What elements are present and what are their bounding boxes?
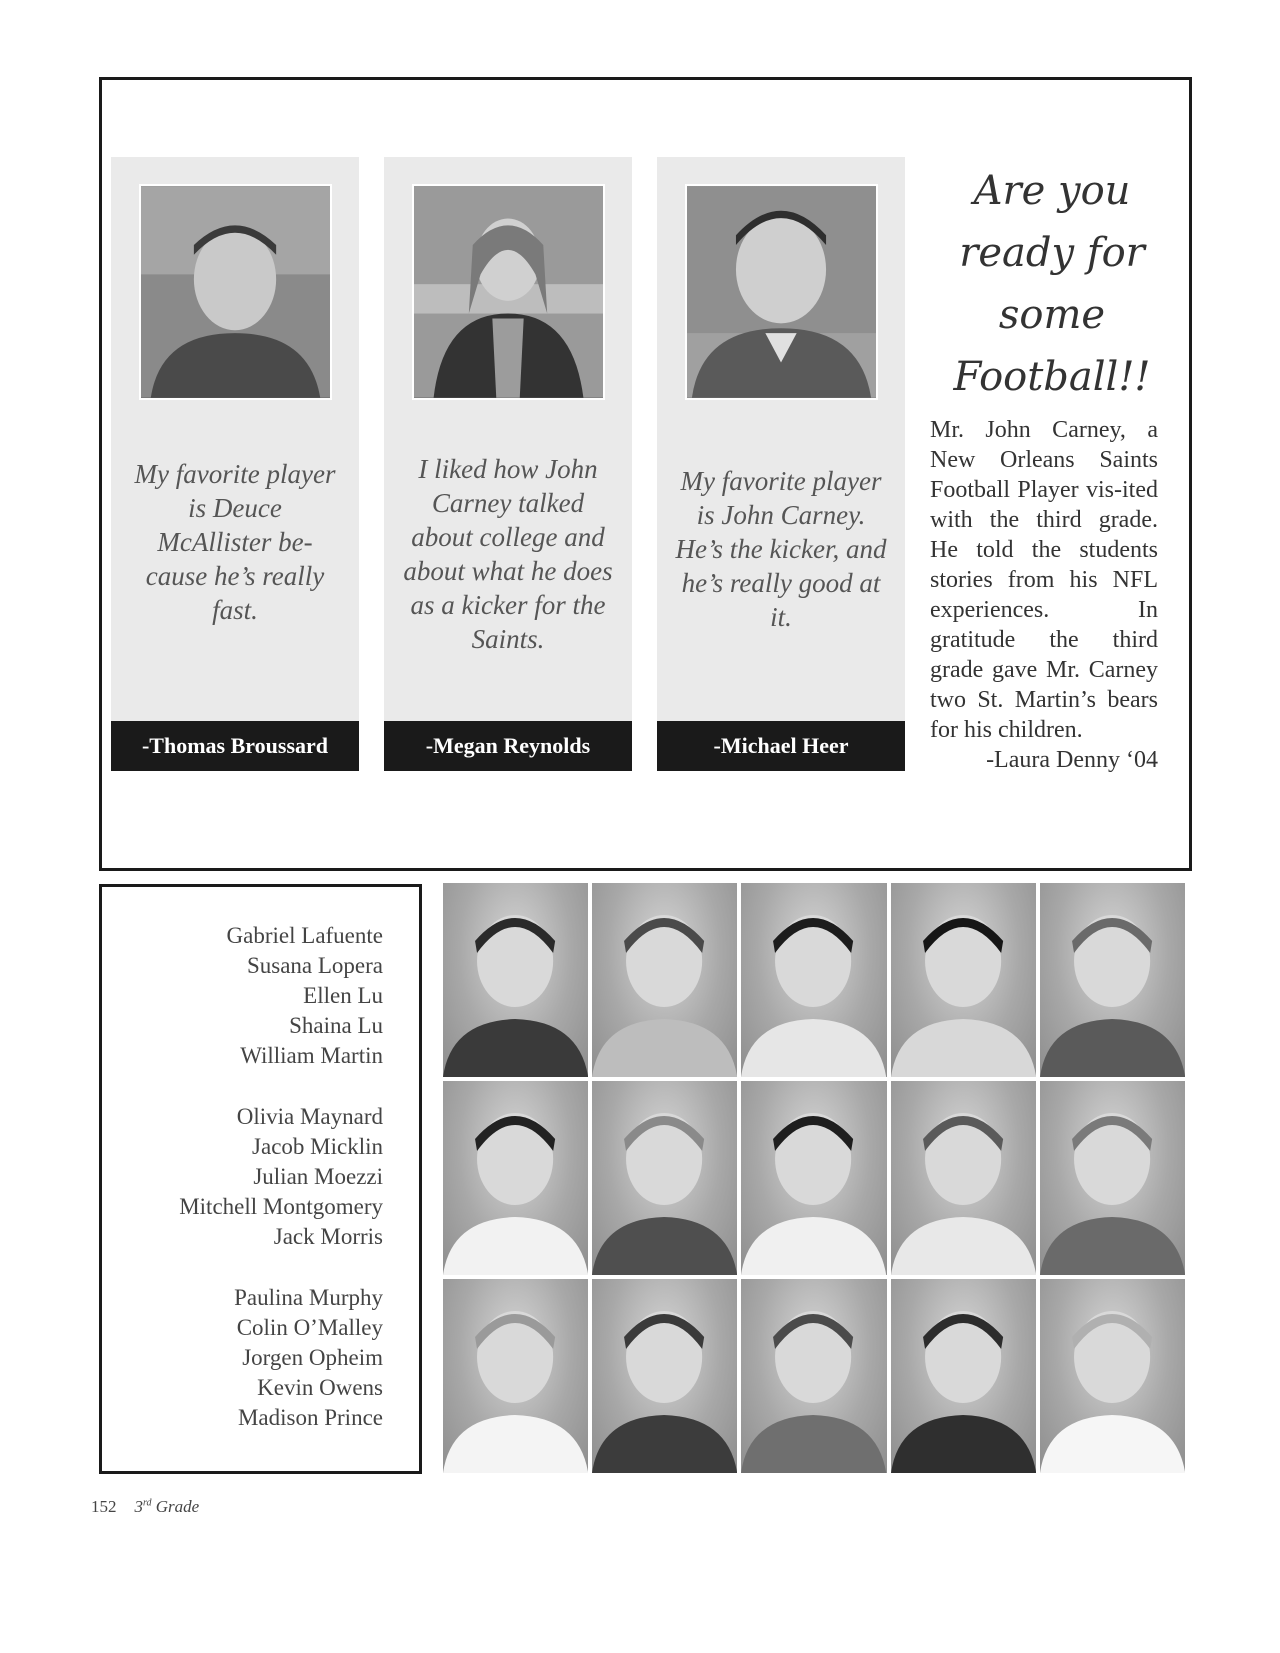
student-name: Kevin Owens (257, 1375, 383, 1400)
quote-card-3 (657, 157, 905, 771)
headline-line: Football!! (953, 354, 1151, 400)
student-photo-icon (685, 184, 878, 400)
headline-line: some (998, 292, 1106, 338)
feature-story (930, 415, 1158, 775)
quote-text: My favorite player is John Carney. He’s the kicker, and he’s really good at it. (675, 466, 887, 632)
student-portrait-icon (891, 1081, 1036, 1275)
quote-card-1 (111, 157, 359, 771)
student-name: Mitchell Montgomery (179, 1194, 383, 1219)
student-portrait-icon (741, 1279, 886, 1473)
student-portrait-icon (891, 883, 1036, 1077)
student-name: Gabriel Lafuente (226, 923, 383, 948)
student-name: William Martin (240, 1043, 383, 1068)
student-name: Colin O’Malley (236, 1315, 383, 1340)
roster-group-1 (227, 921, 383, 1071)
quote-signature: -Megan Reynolds (384, 721, 632, 771)
student-portrait-icon (741, 883, 886, 1077)
student-name: Ellen Lu (303, 983, 383, 1008)
student-photo-icon (412, 184, 605, 400)
student-portrait-icon (1040, 883, 1185, 1077)
student-portrait-icon (592, 883, 737, 1077)
student-name: Jacob Micklin (252, 1134, 383, 1159)
story-byline: -Laura Denny ‘04 (986, 747, 1158, 773)
page-folio (91, 1497, 199, 1517)
student-name: Julian Moezzi (253, 1164, 383, 1189)
roster-group-2 (179, 1102, 383, 1252)
student-name: Madison Prince (237, 1405, 383, 1430)
quote-signature: -Michael Heer (657, 721, 905, 771)
student-portrait-icon (891, 1279, 1036, 1473)
quote-text: I liked how John Carney talked about college and about what he does as a kicker for the Saints. (403, 454, 613, 654)
student-portrait-icon (443, 1081, 588, 1275)
portrait-grid (443, 883, 1185, 1473)
quote-signature: -Thomas Broussard (111, 721, 359, 771)
student-name: Shaina Lu (289, 1013, 383, 1038)
student-portrait-icon (443, 883, 588, 1077)
student-portrait-icon (1040, 1081, 1185, 1275)
student-portrait-icon (592, 1279, 737, 1473)
feature-headline (927, 160, 1177, 408)
student-portrait-icon (592, 1081, 737, 1275)
student-photo-icon (139, 184, 332, 400)
quote-card-2 (384, 157, 632, 771)
roster-group-3 (234, 1283, 383, 1433)
student-name: Paulina Murphy (234, 1285, 383, 1310)
headline-line: ready for (959, 230, 1145, 276)
student-name: Jack Morris (273, 1224, 383, 1249)
student-name: Jorgen Opheim (242, 1345, 383, 1370)
page-number: 152 (91, 1497, 117, 1516)
story-body: Mr. John Carney, a New Orleans Saints Football Player vis-ited with the third grade. He told the students stories from his NFL experiences. In gratitude the third grade gave Mr. Carney two St. Martin’s bears for his children. (930, 417, 1158, 743)
student-name: Olivia Maynard (236, 1104, 383, 1129)
roster-names-box (99, 884, 422, 1474)
student-name: Susana Lopera (246, 953, 383, 978)
headline-line: Are you (973, 168, 1131, 214)
student-portrait-icon (741, 1081, 886, 1275)
student-portrait-icon (443, 1279, 588, 1473)
student-portrait-icon (1040, 1279, 1185, 1473)
quote-text: My favorite player is Deuce McAllister be-cause he’s really fast. (134, 459, 336, 625)
section-label: 3rd Grade (134, 1497, 200, 1516)
